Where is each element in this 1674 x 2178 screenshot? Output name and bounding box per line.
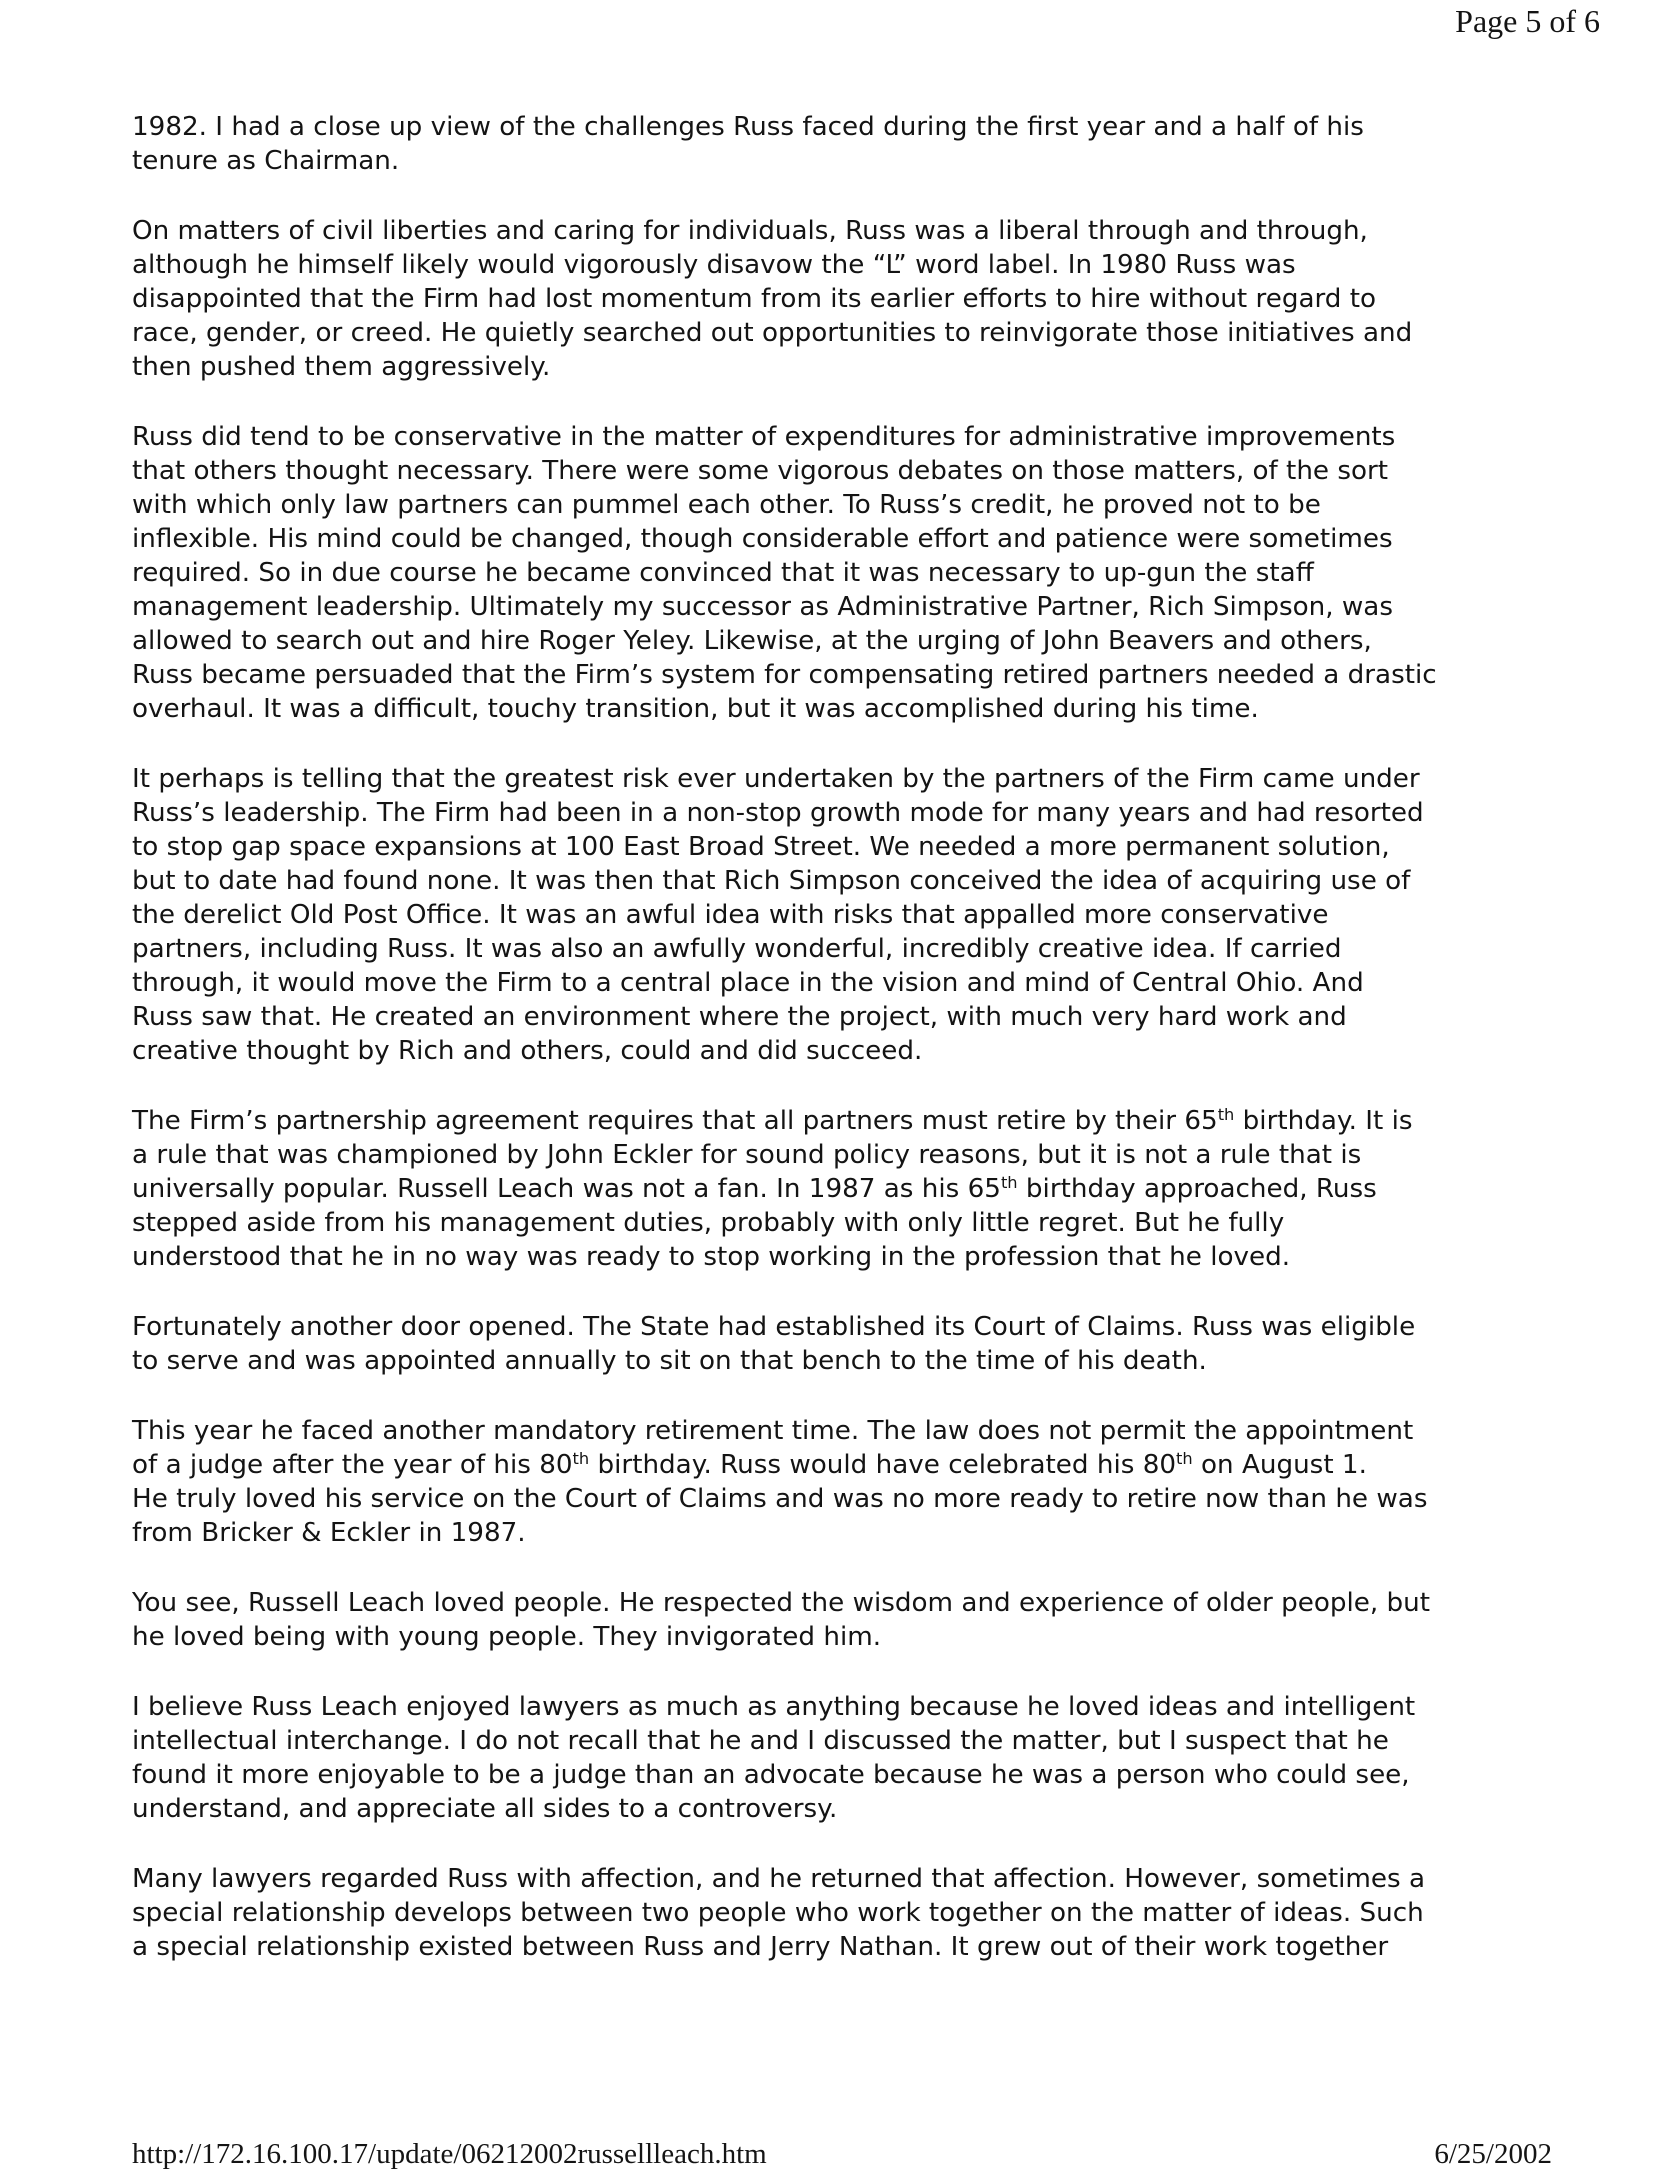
text-line: You see, Russell Leach loved people. He respected the wisdom and experience of older people, but <box>132 1588 1431 1618</box>
text-line: special relationship develops between two people who work together on the matter of ideas. Such <box>132 1898 1424 1928</box>
text-line: required. So in due course he became convinced that it was necessary to up-gun the staff <box>132 558 1314 588</box>
text-line: 1982. I had a close up view of the challenges Russ faced during the first year and a half of his <box>132 112 1364 142</box>
text-line: understand, and appreciate all sides to a controversy. <box>132 1794 838 1824</box>
text-line: intellectual interchange. I do not recall that he and I discussed the matter, but I suspect that he <box>132 1726 1389 1756</box>
text-line: Russ did tend to be conservative in the matter of expenditures for administrative improvements <box>132 422 1396 452</box>
text-line: stepped aside from his management duties, probably with only little regret. But he fully <box>132 1208 1285 1238</box>
text-line: Fortunately another door opened. The State had established its Court of Claims. Russ was eligible <box>132 1312 1416 1342</box>
paragraph <box>132 214 1552 384</box>
paragraph <box>132 1310 1552 1378</box>
text-line: then pushed them aggressively. <box>132 352 551 382</box>
text-line: disappointed that the Firm had lost momentum from its earlier efforts to hire without regard to <box>132 284 1377 314</box>
text-line: universally popular. Russell Leach was not a fan. In 1987 as his 65th birthday approached, Russ <box>132 1173 1377 1204</box>
paragraph <box>132 110 1552 178</box>
text-line: Many lawyers regarded Russ with affection, and he returned that affection. However, sometimes a <box>132 1864 1426 1894</box>
footer-date: 6/25/2002 <box>1434 2138 1552 2170</box>
text-line: to stop gap space expansions at 100 East Broad Street. We needed a more permanent solution, <box>132 832 1390 862</box>
text-line: Russ saw that. He created an environment where the project, with much very hard work and <box>132 1002 1347 1032</box>
document-body <box>132 110 1552 2000</box>
paragraph <box>132 762 1552 1068</box>
paragraph <box>132 1414 1552 1550</box>
text-line: with which only law partners can pummel each other. To Russ’s credit, he proved not to be <box>132 490 1321 520</box>
text-line: Russ became persuaded that the Firm’s system for compensating retired partners needed a drastic <box>132 660 1437 690</box>
text-line: from Bricker & Eckler in 1987. <box>132 1518 526 1548</box>
text-line: of a judge after the year of his 80th birthday. Russ would have celebrated his 80th on August 1. <box>132 1449 1367 1480</box>
text-line: but to date had found none. It was then that Rich Simpson conceived the idea of acquiring use of <box>132 866 1411 896</box>
text-line: It perhaps is telling that the greatest risk ever undertaken by the partners of the Firm came under <box>132 764 1420 794</box>
text-line: On matters of civil liberties and caring for individuals, Russ was a liberal through and through, <box>132 216 1368 246</box>
text-line: tenure as Chairman. <box>132 146 400 176</box>
text-line: I believe Russ Leach enjoyed lawyers as much as anything because he loved ideas and intelligent <box>132 1692 1416 1722</box>
ordinal-superscript: th <box>572 1449 590 1469</box>
footer-url: http://172.16.100.17/update/06212002russellleach.htm <box>132 2138 767 2170</box>
text-line: The Firm’s partnership agreement requires that all partners must retire by their 65th birthday. It is <box>132 1105 1413 1136</box>
page-indicator: Page 5 of 6 <box>1455 3 1600 39</box>
paragraph <box>132 1862 1552 1964</box>
text-line: allowed to search out and hire Roger Yeley. Likewise, at the urging of John Beavers and others, <box>132 626 1372 656</box>
text-line: through, it would move the Firm to a central place in the vision and mind of Central Ohio. And <box>132 968 1364 998</box>
text-line: This year he faced another mandatory retirement time. The law does not permit the appointment <box>132 1416 1414 1446</box>
text-line: overhaul. It was a difficult, touchy transition, but it was accomplished during his time. <box>132 694 1259 724</box>
text-line: the derelict Old Post Office. It was an awful idea with risks that appalled more conservative <box>132 900 1329 930</box>
page-footer <box>132 2138 1552 2178</box>
text-line: inflexible. His mind could be changed, though considerable effort and patience were sometimes <box>132 524 1393 554</box>
text-line: to serve and was appointed annually to sit on that bench to the time of his death. <box>132 1346 1207 1376</box>
text-line: found it more enjoyable to be a judge than an advocate because he was a person who could see, <box>132 1760 1410 1790</box>
ordinal-superscript: th <box>1176 1449 1193 1469</box>
paragraph <box>132 1690 1552 1826</box>
text-line: although he himself likely would vigorously disavow the “L” word label. In 1980 Russ was <box>132 250 1296 280</box>
text-line: creative thought by Rich and others, could and did succeed. <box>132 1036 923 1066</box>
text-line: a rule that was championed by John Eckler for sound policy reasons, but it is not a rule that is <box>132 1140 1362 1170</box>
text-line: He truly loved his service on the Court of Claims and was no more ready to retire now than he was <box>132 1484 1428 1514</box>
text-line: that others thought necessary. There were some vigorous debates on those matters, of the sort <box>132 456 1389 486</box>
text-line: he loved being with young people. They invigorated him. <box>132 1622 882 1652</box>
text-line: Russ’s leadership. The Firm had been in a non-stop growth mode for many years and had resorted <box>132 798 1424 828</box>
paragraph <box>132 1104 1552 1274</box>
text-line: a special relationship existed between Russ and Jerry Nathan. It grew out of their work together <box>132 1932 1389 1962</box>
text-line: partners, including Russ. It was also an awfully wonderful, incredibly creative idea. If carried <box>132 934 1342 964</box>
ordinal-superscript: th <box>1217 1105 1235 1125</box>
text-line: management leadership. Ultimately my successor as Administrative Partner, Rich Simpson, was <box>132 592 1393 622</box>
paragraph <box>132 420 1552 726</box>
paragraph <box>132 1586 1552 1654</box>
text-line: race, gender, or creed. He quietly searched out opportunities to reinvigorate those initiatives and <box>132 318 1413 348</box>
text-line: understood that he in no way was ready to stop working in the profession that he loved. <box>132 1242 1291 1272</box>
ordinal-superscript: th <box>1000 1173 1018 1193</box>
